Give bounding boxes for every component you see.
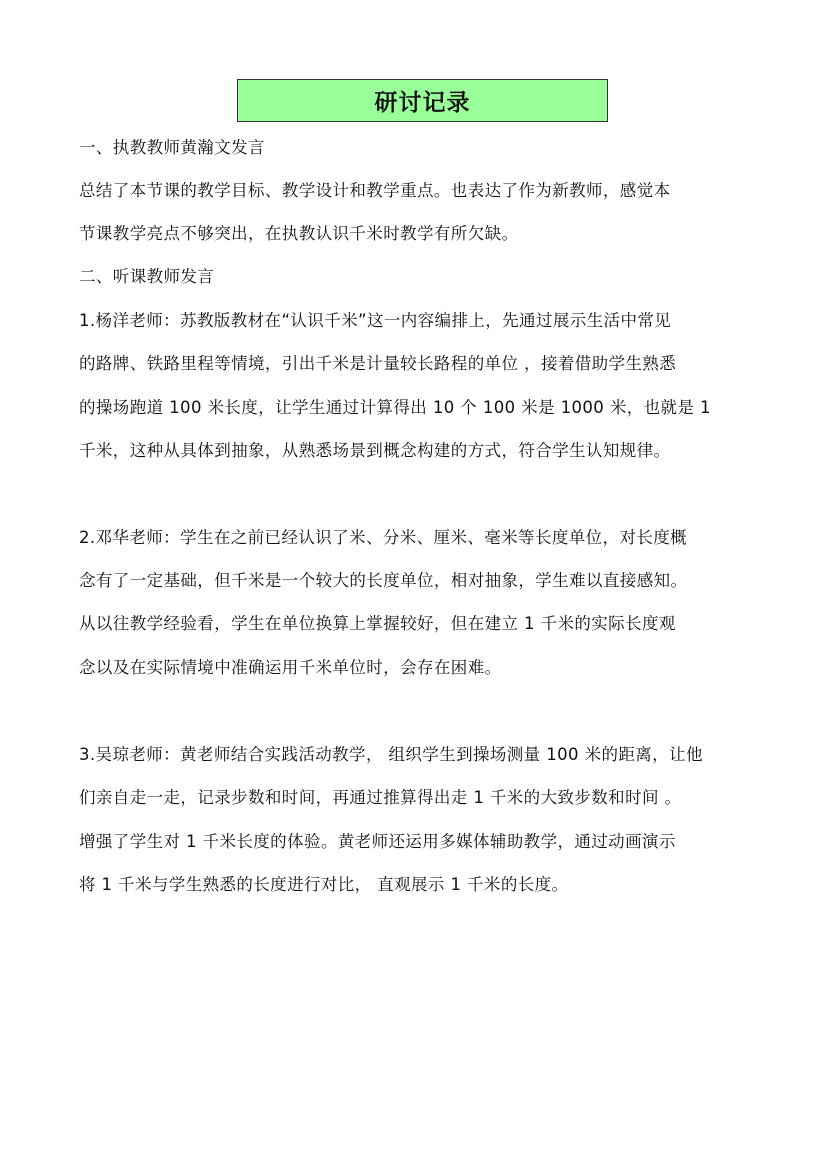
paragraph-line: 增强了学生对 1 千米长度的体验。黄老师还运用多媒体辅助教学，通过动画演示 xyxy=(79,832,676,851)
document-title: 研讨记录 xyxy=(237,79,608,122)
paragraph-line: 念有了一定基础，但千米是一个较大的长度单位，相对抽象，学生难以直接感知。 xyxy=(79,571,688,590)
paragraph-line: 从以往教学经验看，学生在单位换算上掌握较好，但在建立 1 千米的实际长度观 xyxy=(79,614,676,633)
paragraph-line: 将 1 千米与学生熟悉的长度进行对比， 直观展示 1 千米的长度。 xyxy=(79,875,569,894)
section-heading-2: 二、听课教师发言 xyxy=(79,267,215,286)
paragraph-line: 3.吴琼老师：黄老师结合实践活动教学， 组织学生到操场测量 100 米的距离，让他 xyxy=(79,745,703,764)
section-heading-1: 一、执教教师黄瀚文发言 xyxy=(79,138,265,157)
paragraph-line: 节课教学亮点不够突出，在执教认识千米时教学有所欠缺。 xyxy=(79,224,519,243)
paragraph-line: 千米，这种从具体到抽象，从熟悉场景到概念构建的方式，符合学生认知规律。 xyxy=(79,441,671,460)
paragraph-line: 总结了本节课的教学目标、教学设计和教学重点。也表达了作为新教师，感觉本 xyxy=(79,181,671,200)
paragraph-line: 1.杨洋老师：苏教版教材在“认识千米”这一内容编排上，先通过展示生活中常见 xyxy=(79,311,672,330)
paragraph-line: 的路牌、铁路里程等情境，引出千米是计量较长路程的单位 ，接着借助学生熟悉 xyxy=(79,354,677,373)
paragraph-line: 2.邓华老师：学生在之前已经认识了米、分米、厘米、毫米等长度单位，对长度概 xyxy=(79,528,688,547)
paragraph-line: 的操场跑道 100 米长度，让学生通过计算得出 10 个 100 米是 1000 米，也就是 1 xyxy=(79,398,711,417)
paragraph-line: 念以及在实际情境中准确运用千米单位时，会存在困难。 xyxy=(79,658,502,677)
paragraph-line: 们亲自走一走，记录步数和时间，再通过推算得出走 1 千米的大致步数和时间 。 xyxy=(79,788,682,807)
